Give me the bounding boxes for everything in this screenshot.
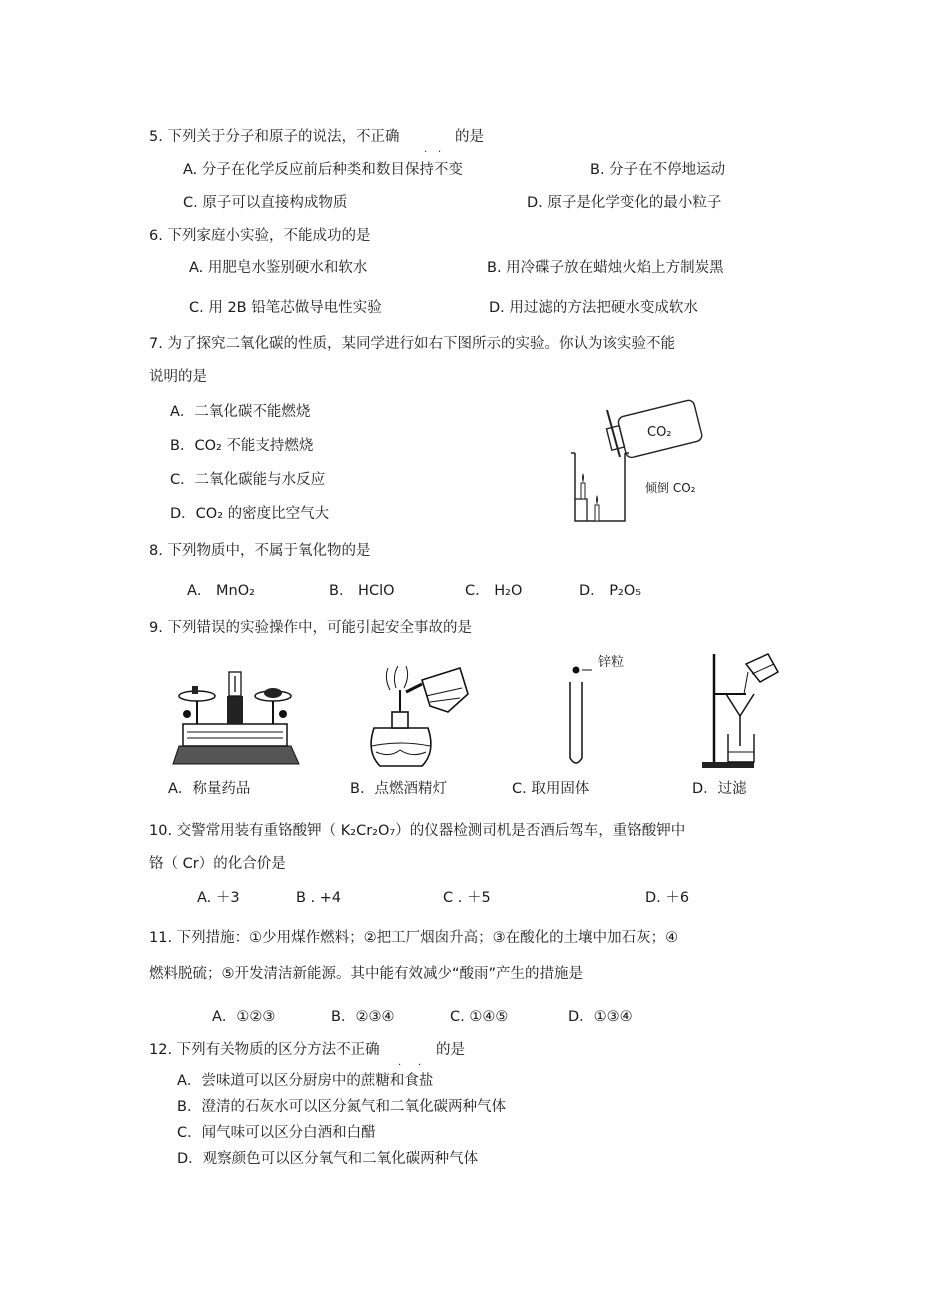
q8-option-b: B． HClO [329, 583, 395, 599]
q12-stem-suffix: 的是 [436, 1042, 465, 1058]
q6-option-c: C. 用 2B 铅笔芯做导电性实验 [189, 300, 382, 316]
q6-option-b: B. 用冷碟子放在蜡烛火焰上方制炭黑 [487, 260, 724, 276]
test-tube-figure [562, 652, 642, 772]
emphasis-dot: . [424, 144, 428, 155]
q5-option-b: B. 分子在不停地运动 [590, 162, 726, 178]
q8-stem: 8. 下列物质中，不属于氧化物的是 [149, 543, 371, 559]
fig-caption: 倾倒 CO₂ [645, 481, 696, 495]
q6-option-a: A. 用肥皂水鉴别硬水和软水 [189, 260, 368, 276]
q11-stem-line1: 11. 下列措施：①少用煤作燃料；②把工厂烟囱升高；③在酸化的土壤中加石灰；④ [149, 930, 679, 946]
q9-option-a: A．称量药品 [168, 781, 251, 797]
balance-figure [165, 662, 305, 770]
q10-option-d: D. ＋6 [645, 890, 690, 906]
q6-stem: 6. 下列家庭小实验，不能成功的是 [149, 228, 371, 244]
q9-option-c: C. 取用固体 [512, 781, 590, 797]
q11-option-c: C. ①④⑤ [450, 1009, 509, 1025]
emphasis-dot: . [438, 144, 442, 155]
q5-option-d: D. 原子是化学变化的最小粒子 [527, 195, 722, 211]
q12-stem: 12. 下列有关物质的区分方法不正确 [149, 1042, 380, 1058]
q9-option-b: B．点燃酒精灯 [350, 781, 447, 797]
q12-option-c: C．闻气味可以区分白酒和白醋 [177, 1125, 376, 1141]
co2-pouring-figure [565, 395, 715, 525]
filtration-figure [700, 650, 785, 770]
q5-option-a: A. 分子在化学反应前后种类和数目保持不变 [183, 162, 463, 178]
q8-option-a: A． MnO₂ [187, 583, 255, 599]
q11-option-d: D．①③④ [568, 1009, 633, 1025]
q7-stem-line2: 说明的是 [149, 369, 207, 385]
alcohol-lamp-figure [360, 662, 472, 772]
q5-stem: 5. 下列关于分子和原子的说法，不正确 [149, 129, 400, 145]
emphasis-dot: . [418, 1057, 422, 1068]
q11-option-b: B．②③④ [331, 1009, 395, 1025]
emphasis-dot: . [398, 1057, 402, 1068]
q11-option-a: A．①②③ [212, 1009, 276, 1025]
q9-option-d: D．过滤 [692, 781, 747, 797]
q10-stem-line1: 10. 交警常用装有重铬酸钾（ K₂Cr₂O₇）的仪器检测司机是否酒后驾车，重铬酸钾中 [149, 823, 686, 839]
q11-stem-line2: 燃料脱硫；⑤开发清洁新能源。其中能有效减少“酸雨”产生的措施是 [149, 966, 584, 982]
q12-option-d: D．观察颜色可以区分氧气和二氧化碳两种气体 [177, 1151, 479, 1167]
q10-option-c: C . ＋5 [443, 890, 491, 906]
q6-option-d: D. 用过滤的方法把硬水变成软水 [489, 300, 698, 316]
q10-option-a: A. ＋3 [197, 890, 240, 906]
q7-stem-line1: 7. 为了探究二氧化碳的性质，某同学进行如右下图所示的实验。你认为该实验不能 [149, 336, 675, 352]
q7-option-a: A．二氧化碳不能燃烧 [170, 404, 311, 420]
fig-bottle-label: CO₂ [647, 425, 672, 440]
q7-option-c: C．二氧化碳能与水反应 [170, 472, 326, 488]
q9-stem: 9. 下列错误的实验操作中，可能引起安全事故的是 [149, 620, 472, 636]
q7-option-d: D．CO₂ 的密度比空气大 [170, 506, 330, 522]
q8-option-c: C． H₂O [465, 583, 523, 599]
q12-option-b: B．澄清的石灰水可以区分氮气和二氧化碳两种气体 [177, 1099, 506, 1115]
q12-option-a: A．尝味道可以区分厨房中的蔗糖和食盐 [177, 1073, 434, 1089]
q7-option-b: B．CO₂ 不能支持燃烧 [170, 438, 314, 454]
zinc-label: 锌粒 [598, 655, 625, 670]
q8-option-d: D． P₂O₅ [579, 583, 642, 599]
q5-option-c: C. 原子可以直接构成物质 [183, 195, 348, 211]
q10-stem-line2: 铬（ Cr）的化合价是 [149, 856, 286, 872]
q10-option-b: B . +4 [296, 890, 342, 906]
q5-stem-suffix: 的是 [455, 129, 484, 145]
